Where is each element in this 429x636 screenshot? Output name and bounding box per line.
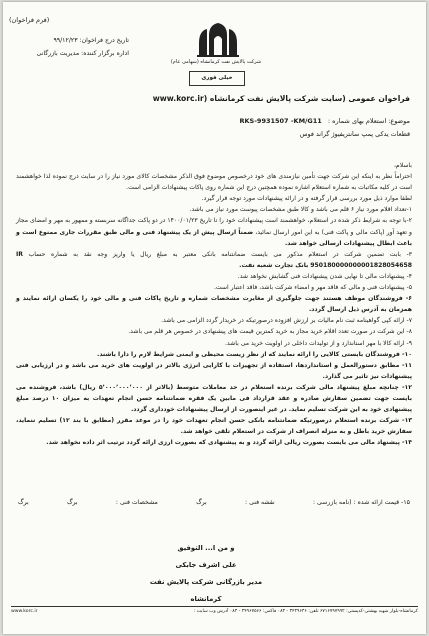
clause-4: ۴- پیشنهادات مالی تا نهایی شدن پیشنهادات فنی گشایش نخواهد شد. <box>237 272 412 280</box>
clause-14: ۱۴- پیشنهاد مالی می بایست بصورت ریالی ارائه گردد و به پیشنهادی که بصورت ارزی ارائه گردد ترتیب اثر داده نخواهد شد. <box>46 439 412 447</box>
clause-3-text: ۳- بابت تضمین شرکت در استعلام مذکور می بایست ضمانتنامه بانکی معتبر به مبلغ <box>156 250 413 258</box>
footer-address: کرمانشاه-بلوار شهید بهشتی-کدپستی: ۶۷۱۶۷۹۷۹۹۲ تلفن: ۳۴۳۹۶۳۶ - ۰۸۳ فاکس: ۳۴۹۶۷۵۶۶ - ۰۸۳ آدرس وب سایت : <box>193 609 418 614</box>
clause-1: ۱-تعداد اقلام مورد نیاز ۶ قلم می باشد و کالا طبق مشخصات پیوست مورد نیاز می باشد. <box>189 206 412 214</box>
salutation: باسلام، <box>393 162 412 169</box>
header-info <box>19 34 129 60</box>
bank-name: بانک تجارت شعبه نفت. <box>239 261 309 269</box>
clause-5: ۵- پیشنهادات فنی و مالی که فاقد مهر و امضاء شرکت باشد، فاقد اعتبار است. <box>213 284 412 292</box>
inquiry-code: RKS-9931507 -KM/G11 <box>239 117 322 125</box>
footer-divider <box>11 606 418 607</box>
urgency-stamp: خیلی فوری <box>189 71 245 86</box>
clause-2-note: ضمناً ارسال پیش از یک پیشنهاد فنی و مالی طبق مقررات جاری ممنوع است و باعث ابطال پیشنهادات ارسالی خواهد شد. <box>16 228 412 247</box>
subject-label: موضوع: استعلام بهای شماره : <box>327 117 410 125</box>
technical-specs-label: مشخصات فنی : <box>115 499 158 506</box>
clause-10: ۱۰- فروشندگان بایستی کالایی را ارائه نمایند که از نظر زیست محیطی و ایمنی شرایط لازم را دارا باشند. <box>97 350 412 358</box>
clause-3-amount: ریال یا واریز وجه نقد به شماره حساب <box>28 250 152 258</box>
account-number: IR 950180000000001828054658 <box>16 250 412 269</box>
clause-8: ۸- این شرکت در صورت تعدد اقلام خرید مجاز به خرید کمترین قیمت های پیشنهادی در خصوص هر قلم می باشد. <box>128 328 412 336</box>
posting-date: تاریخ درج فراخوان: ۹۹/۱۲/۲۳ <box>53 37 129 44</box>
price-row <box>18 499 410 506</box>
clause-9: ۹- ارائه کالا با مهر استاندارد و از تولیدات داخلی در اولویت خرید می باشد. <box>224 339 412 347</box>
clause-6: ۶- فروشندگان موظف هستند جهت جلوگیری از مغایرت مشخصات شماره و تاریخ پاکات فنی و مالی خود را یکسان ارائه نمایند و همزمان به آدرس ذیل ارسال گردد. <box>16 295 412 314</box>
intro-paragraph: احتراماً نظر به اینکه این شرکت جهت تأمین نیازمندی های خود درخصوص موضوع فوق الذکر مشخصات کالای مورد نیاز را در سایت درج نموده لذا خواهشمند است در کلیه مکاتبات به شماره استعلام اشاره نموده همچنین درج این شماره روی پاکات پیشنهادات الزامی است. <box>16 173 412 192</box>
clause-13: ۱۳- شرکت برنده استعلام درصورتیکه ضمانتنامه بانکی حسن انجام تعهدات خود را در موعد مقرر (مطابق با بند ۱۲) تسلیم ننماید، سفارش خرید باطل و به منزله انصراف از شرکت در استعلام تلقی خواهد شد. <box>16 417 413 436</box>
clause-15: ۱۵- قیمت ارائه شده : (نامه بازرسی : <box>312 499 410 506</box>
clause-3 <box>16 249 412 271</box>
subject-line <box>240 117 411 125</box>
organizing-department: اداره برگزار کننده: مدیریت بازرگانی <box>36 50 129 57</box>
document-title: فراخوان عمومی (سایت شرکت پالایش نفت کرمانشاه (www.korc.ir <box>152 94 410 103</box>
clause-2-text: ۲-با توجه به شرایط ذکر شده در استعلام، خواهشمند است پیشنهادات خود را تا تاریخ ۱۴۰۰/۰۱/۲۳ در دو پاکت جداگانه سربسته و ممهور به مهر و امضای مجاز و تعهد آور (پاکت مالی و پاکت فنی) به این امور ارسال نمائید، <box>16 217 412 236</box>
page-count-2: برگ <box>66 499 78 506</box>
signature-block <box>136 540 276 608</box>
page-count-1: برگ <box>196 499 207 506</box>
document-body <box>16 160 412 448</box>
clause-2 <box>16 215 412 248</box>
footer <box>11 609 418 614</box>
clause-12: ۱۲- چنانچه مبلغ پیشنهاد مالی شرکت برنده استعلام در حد معاملات متوسط (بالاتر از ۵٬۰۰۰٬۰۰۰٬۰۰۰ ریال) باشد، فروشنده می بایست جهت تضمین سفارش صادره و عقد قرارداد فی مابین یک فقره ضمانتنامه حسن انجام تعهدات به میزان ۱۰ درصد مبلغ پیشنهادی خود به این شرکت تسلیم نماید. در غیر اینصورت از ارسال پیشنهادات خودداری گردد. <box>16 383 412 414</box>
document-page <box>3 2 426 634</box>
clause-11: ۱۱- مطابق دستورالعمل و استانداردها، استفاده از تجهیزات با کارایی انرژی بالاتر در اولویت های خرید می باشد و در ارزیابی فنی پیشنهادات نیز تاثیر می گذارد. <box>16 361 412 380</box>
instruction-line: لطفا موارد ذیل مورد بررسی قرار گرفته و در ارائه پیشنهادات مورد توجه قرار گیرد. <box>201 195 412 203</box>
footer-website-link[interactable]: www.korc.ir <box>11 609 38 614</box>
closing-phrase: و من ا... التوفیق <box>177 544 235 552</box>
page-count-3: برگ <box>18 499 29 506</box>
signer-title: مدیر بازرگانی شرکت پالایش نفت کرمانشاه <box>149 578 263 603</box>
company-name: شرکت پالایش نفت کرمانشاه (سهامی عام) <box>170 59 262 65</box>
company-logo-icon <box>195 21 241 57</box>
technical-drawing-label: نقشه فنی : <box>245 499 275 506</box>
clause-7: ۷- ارائه کپی گواهینامه ثبت نام مالیات بر ارزش افزوده درصورتیکه در خریدار گردد الزامی می باشد. <box>161 317 412 325</box>
signer-name: علی اشرف جابکی <box>175 561 237 569</box>
subject-description: قطعات یدکی پمپ سانتریفیوژ گراند فوس <box>299 130 410 138</box>
form-label: (فرم فراخوان) <box>9 16 50 24</box>
